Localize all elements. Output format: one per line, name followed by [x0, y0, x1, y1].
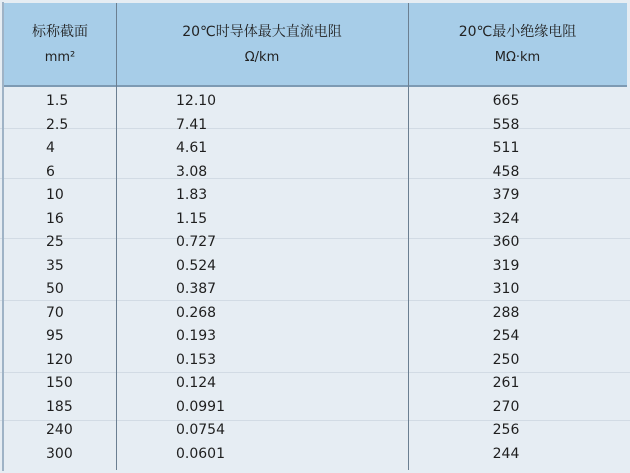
cell-section: 4 [46, 140, 55, 156]
table-header [4, 3, 627, 87]
table-row [0, 304, 630, 326]
header-resistance-label: 20℃时导体最大直流电阻 [182, 24, 342, 40]
table-row [0, 257, 630, 279]
cell-resistance: 0.0754 [176, 422, 225, 438]
cell-resistance: 0.153 [176, 351, 217, 368]
header-insulation-unit: MΩ·km [494, 50, 541, 65]
cell-resistance: 0.387 [176, 281, 217, 297]
cell-section: 10 [46, 187, 64, 203]
cell-section: 150 [46, 375, 73, 391]
cell-section: 2.5 [46, 116, 69, 133]
table-row [0, 233, 630, 255]
cell-section: 25 [46, 234, 64, 250]
cell-resistance: 0.727 [176, 234, 217, 250]
table-row [0, 445, 630, 467]
cell-section: 300 [46, 445, 73, 462]
cell-insulation: 288 [492, 304, 520, 321]
cell-resistance: 0.0991 [176, 398, 225, 415]
cell-section: 1.5 [46, 93, 69, 109]
cell-resistance: 3.08 [176, 163, 208, 180]
cell-insulation: 250 [492, 351, 520, 368]
table-row [0, 92, 630, 114]
cell-resistance: 1.83 [176, 187, 208, 203]
cell-insulation: 379 [492, 187, 520, 203]
cell-insulation: 256 [492, 422, 520, 438]
cell-section: 50 [46, 281, 64, 297]
cell-section: 240 [46, 422, 73, 438]
cell-section: 35 [46, 257, 64, 274]
header-cell-resistance [116, 3, 408, 85]
cell-section: 70 [46, 304, 64, 321]
cell-resistance: 0.268 [176, 304, 217, 321]
table-row [0, 327, 630, 349]
table-row [0, 116, 630, 138]
cell-insulation: 261 [492, 375, 520, 391]
table-row [0, 351, 630, 373]
cell-insulation: 360 [492, 234, 520, 250]
header-cell-insulation [408, 3, 627, 85]
cell-resistance: 0.193 [176, 328, 217, 344]
cell-insulation: 324 [492, 210, 520, 227]
cell-insulation: 310 [492, 281, 520, 297]
table-row [0, 139, 630, 161]
cell-section: 120 [46, 351, 73, 368]
cell-section: 95 [46, 328, 64, 344]
cell-resistance: 0.124 [176, 375, 217, 391]
cell-insulation: 458 [492, 163, 520, 180]
cell-insulation: 254 [492, 328, 520, 344]
cell-insulation: 511 [492, 140, 520, 156]
cell-resistance: 1.15 [176, 210, 208, 227]
table-row [0, 280, 630, 302]
cell-section: 16 [46, 210, 64, 227]
cell-resistance: 0.524 [176, 257, 217, 274]
cell-insulation: 665 [492, 93, 520, 109]
table-row [0, 374, 630, 396]
cell-insulation: 558 [492, 116, 520, 133]
header-cell-section [4, 3, 116, 85]
cell-resistance: 4.61 [176, 140, 208, 156]
table-row [0, 186, 630, 208]
header-insulation-label: 20℃最小绝缘电阻 [458, 24, 577, 40]
cell-section: 185 [46, 398, 73, 415]
cell-resistance: 0.0601 [176, 445, 225, 462]
table-row [0, 421, 630, 443]
cell-resistance: 7.41 [176, 116, 208, 133]
header-resistance-unit: Ω/km [244, 50, 280, 65]
header-section-label: 标称截面 [32, 24, 88, 40]
cell-insulation: 270 [492, 398, 520, 415]
table-row [0, 210, 630, 232]
header-section-unit: mm² [44, 50, 76, 65]
cell-insulation: 244 [492, 445, 520, 462]
table-row [0, 398, 630, 420]
table-row [0, 163, 630, 185]
cell-insulation: 319 [492, 257, 520, 274]
cell-section: 6 [46, 163, 55, 180]
cell-resistance: 12.10 [176, 93, 217, 109]
